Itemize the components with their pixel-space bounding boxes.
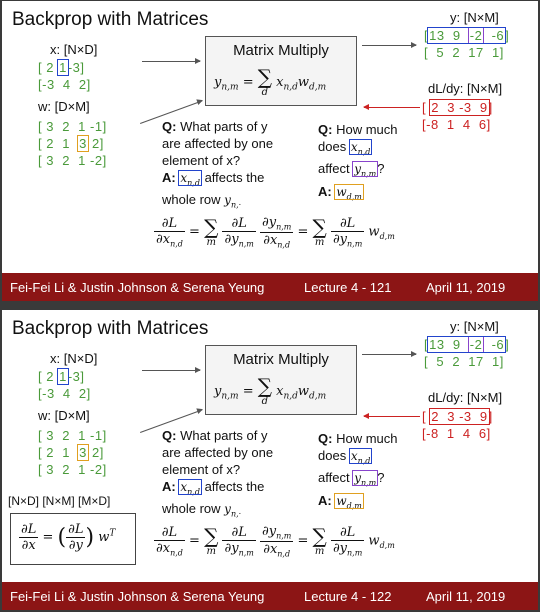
question-1: Q: What parts of y are affected by one element of x? A: $x_{n,d}$ affects the whole row $y_{n,\cdot}$ bbox=[162, 119, 274, 210]
dldy-row-1: [ 2 3 -3 9] bbox=[422, 409, 493, 424]
grad-back-arrow bbox=[364, 416, 420, 417]
x-label: x: [N×D] bbox=[50, 42, 98, 57]
x-to-mm-arrow bbox=[142, 370, 200, 371]
mm-to-y-arrow bbox=[362, 354, 416, 355]
w-row-2: [ 2 1 3 2] bbox=[38, 445, 104, 460]
w-matrix bbox=[38, 427, 107, 478]
gradient-formula: $\frac{\partial L}{\partial x}$ = ( $\frac{\partial L}{\partial y}$ ) $w^T$ bbox=[21, 522, 116, 553]
matmul-formula: $y_{n,m}$ = ∑ d $x_{n,d}w_{d,m}$ bbox=[214, 65, 327, 98]
slide-footer bbox=[2, 273, 538, 301]
footer-date: April 11, 2019 bbox=[426, 280, 506, 295]
w-row-1: [ 3 2 1 -1] bbox=[38, 119, 107, 134]
chain-rule-formula: $\frac{\partial L}{\partial x_{n,d}}$ = ∑ m $\frac{\partial L}{\partial y_{n,m}}$ $\frac{\partial y_{n,m}}{\partial x_{n,d}}$ = ∑ m $\frac{\partial L}{\partial y_{n,m}}$ $w_{d,m}$ bbox=[156, 214, 395, 250]
dldy-row-1: [ 2 3 -3 9] bbox=[422, 100, 493, 115]
lecture-slide-2 bbox=[2, 310, 538, 610]
footer-authors: Fei-Fei Li & Justin Johnson & Serena Yeung bbox=[10, 589, 265, 604]
w-row-2: [ 2 1 3 2] bbox=[38, 136, 104, 151]
slide-footer bbox=[2, 582, 538, 610]
question-1: Q: What parts of y are affected by one element of x? A: $x_{n,d}$ affects the whole row $y_{n,\cdot}$ bbox=[162, 428, 274, 519]
x-row-1: [ 2 1-3] bbox=[38, 369, 85, 384]
w-label: w: [D×M] bbox=[38, 408, 90, 423]
x-row-1: [ 2 1-3] bbox=[38, 60, 85, 75]
x-row-2: [-3 4 2] bbox=[38, 77, 91, 92]
footer-date: April 11, 2019 bbox=[426, 589, 506, 604]
w-row-3: [ 3 2 1 -2] bbox=[38, 153, 107, 168]
y-matrix bbox=[424, 27, 509, 61]
dldy-matrix bbox=[422, 99, 493, 133]
x-row-2: [-3 4 2] bbox=[38, 386, 91, 401]
gradient-formula-box bbox=[10, 513, 136, 565]
mm-to-y-arrow bbox=[362, 45, 416, 46]
dldy-matrix bbox=[422, 408, 493, 442]
matrix-multiply-box bbox=[205, 36, 357, 106]
dldy-row-2: [-8 1 4 6] bbox=[422, 426, 491, 441]
y-row-2: [ 5 2 17 1] bbox=[424, 45, 504, 60]
dldy-label: dL/dy: [N×M] bbox=[428, 81, 503, 96]
lecture-slide-1 bbox=[2, 1, 538, 301]
y-label: y: [N×M] bbox=[450, 10, 499, 25]
y-row-1: [13 9 -2 -6] bbox=[424, 28, 510, 43]
y-row-2: [ 5 2 17 1] bbox=[424, 354, 504, 369]
question-2: Q: How much does $x_{n,d}$ affect $y_{n,m}$? A: $w_{d,m}$ bbox=[318, 431, 398, 511]
footer-authors: Fei-Fei Li & Justin Johnson & Serena Yeung bbox=[10, 280, 265, 295]
matrix-multiply-box bbox=[205, 345, 357, 415]
w-label: w: [D×M] bbox=[38, 99, 90, 114]
matmul-formula: $y_{n,m}$ = ∑ d $x_{n,d}w_{d,m}$ bbox=[214, 374, 327, 407]
question-2: Q: How much does $x_{n,d}$ affect $y_{n,m}$? A: $w_{d,m}$ bbox=[318, 122, 398, 202]
x-matrix bbox=[38, 59, 91, 93]
matrix-multiply-title: Matrix Multiply bbox=[233, 351, 329, 368]
w-matrix bbox=[38, 118, 107, 169]
matrix-multiply-title: Matrix Multiply bbox=[233, 42, 329, 59]
y-row-1: [13 9 -2 -6] bbox=[424, 337, 510, 352]
chain-rule-formula: $\frac{\partial L}{\partial x_{n,d}}$ = ∑ m $\frac{\partial L}{\partial y_{n,m}}$ $\frac{\partial y_{n,m}}{\partial x_{n,d}}$ = ∑ m $\frac{\partial L}{\partial y_{n,m}}$ $w_{d,m}$ bbox=[156, 523, 395, 559]
y-matrix bbox=[424, 336, 509, 370]
slide-title: Backprop with Matrices bbox=[12, 318, 209, 339]
w-row-1: [ 3 2 1 -1] bbox=[38, 428, 107, 443]
x-label: x: [N×D] bbox=[50, 351, 98, 366]
dldy-row-2: [-8 1 4 6] bbox=[422, 117, 491, 132]
y-label: y: [N×M] bbox=[450, 319, 499, 334]
x-to-mm-arrow bbox=[142, 61, 200, 62]
footer-lecture: Lecture 4 - 122 bbox=[304, 589, 392, 604]
x-matrix bbox=[38, 368, 91, 402]
dims-label: [N×D] [N×M] [M×D] bbox=[8, 494, 111, 508]
footer-lecture: Lecture 4 - 121 bbox=[304, 280, 392, 295]
grad-back-arrow bbox=[364, 107, 420, 108]
w-row-3: [ 3 2 1 -2] bbox=[38, 462, 107, 477]
dldy-label: dL/dy: [N×M] bbox=[428, 390, 503, 405]
slide-title: Backprop with Matrices bbox=[12, 9, 209, 30]
